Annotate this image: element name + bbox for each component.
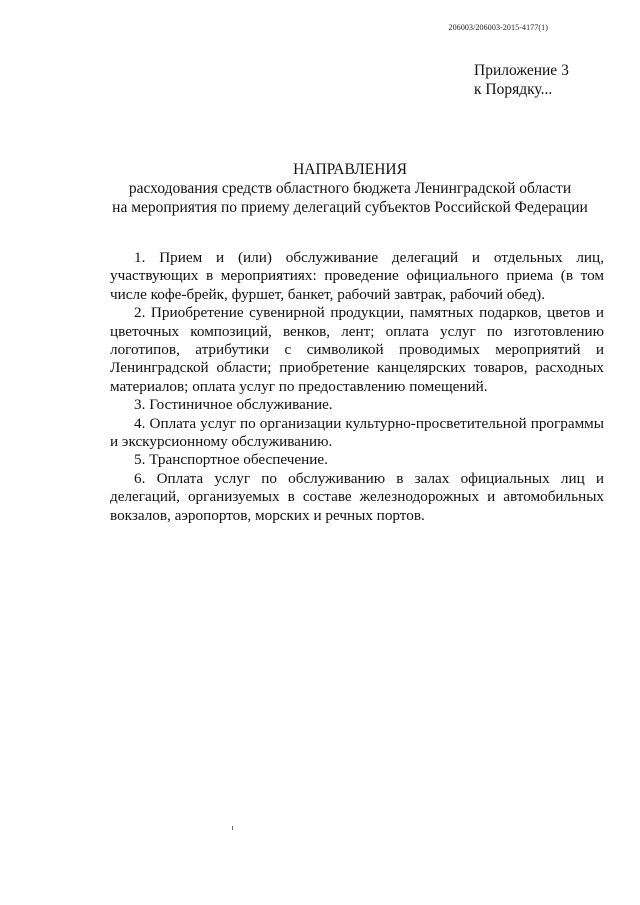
paragraph-5: 5. Транспортное обеспечение. [134,451,328,469]
appendix-reference: к Порядку... [474,81,553,98]
paragraph-3: 3. Гостиничное обслуживание. [134,396,333,414]
appendix-note [474,61,569,99]
paragraph-6: 6. Оплата услуг по обслуживанию в залах официальных лиц и делегаций, организуемых в составе железнодорожных и автомобильных вокзалов, аэропортов, морских и речных портов. [110,469,604,524]
document-title [0,160,640,217]
title-subline-1: расходования средств областного бюджета Ленинградской области [128,180,572,197]
scan-speck [232,826,233,830]
paragraph-2: 2. Приобретение сувенирной продукции, памятных подарков, цветов и цветочных композиций, венков, лент; оплата услуг по изготовлению логотипов, атрибутики с символикой проводимых мероприятий и Ленинградской области; приобретение канцелярских товаров, расходных материалов; оплата услуг по предоставлению помещений. [110,304,604,395]
document-registration-number: 206003/206003-2015-4177(1) [448,23,548,32]
title-heading: НАПРАВЛЕНИЯ [293,161,407,178]
document-body [110,249,604,525]
paragraph-4: 4. Оплата услуг по организации культурно-просветительной программы и экскурсионному обслуживанию. [110,414,604,451]
paragraph-1: 1. Прием и (или) обслуживание делегаций и отдельных лиц, участвующих в мероприятиях: проведение официального приема (в том числе кофе-брейк, фуршет, банкет, рабочий завтрак, рабочий обед). [110,249,604,303]
appendix-number: Приложение 3 [474,62,569,79]
title-subline-2: на мероприятия по приему делегаций субъектов Российской Федерации [112,199,588,216]
